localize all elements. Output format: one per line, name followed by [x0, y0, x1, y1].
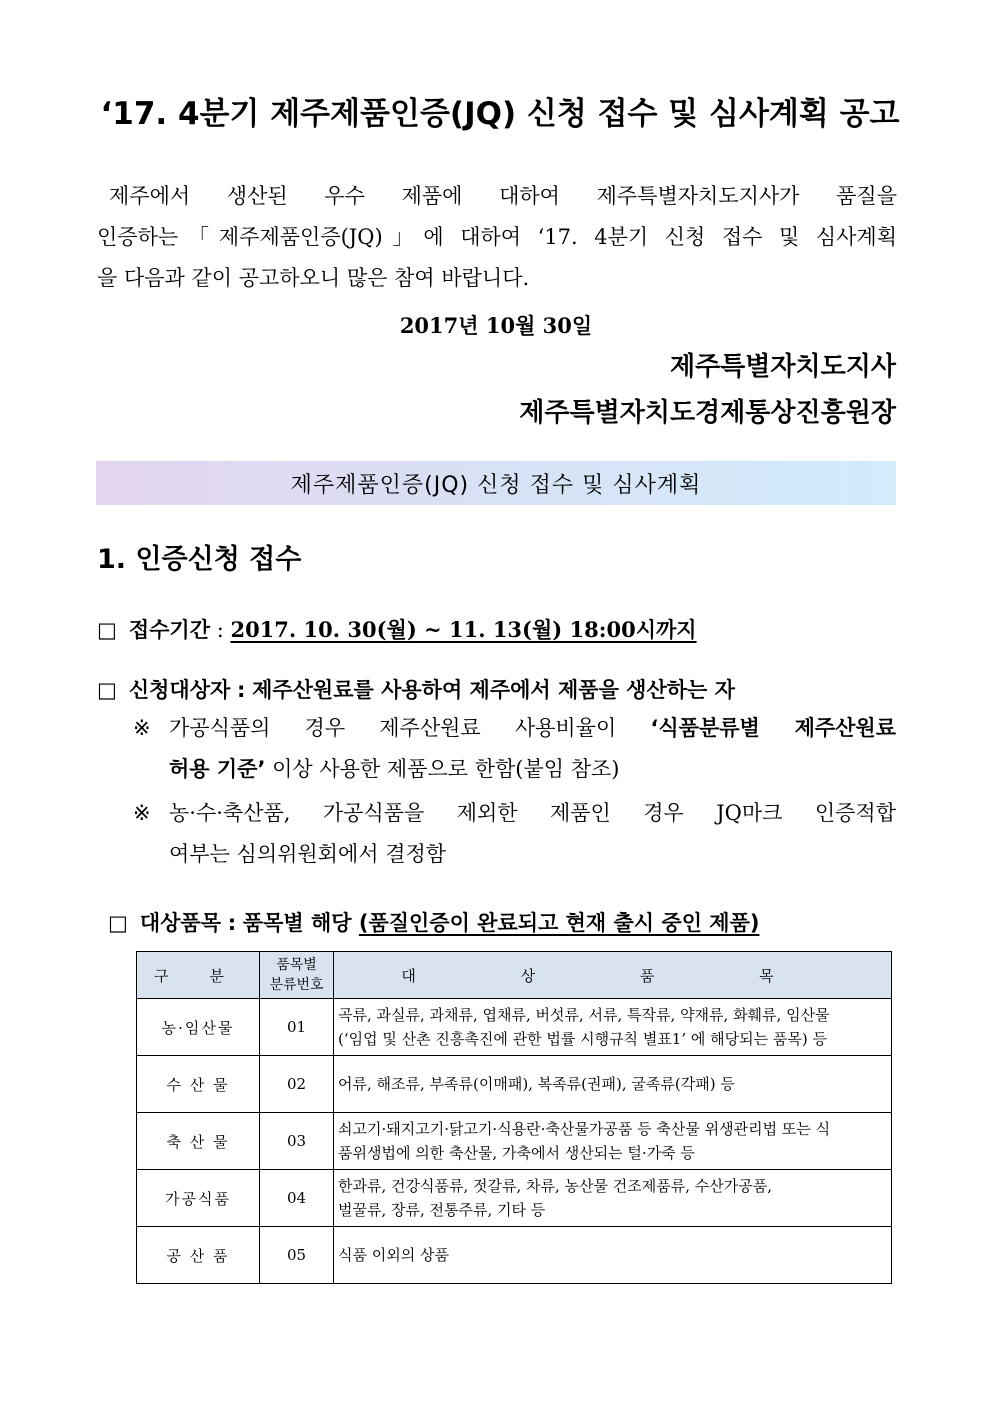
row-items: [334, 1056, 892, 1113]
row-category: 수 산 물: [137, 1056, 260, 1113]
row-items-line: 품위생법에 의한 축산물, 가축에서 생산되는 털·가죽 등: [338, 1144, 695, 1162]
note-text: 이상 사용한 제품으로 한함(붙임 참조): [265, 757, 620, 781]
row-code: 02: [260, 1056, 334, 1113]
note-text: 가공식품의 경우 제주산원료 사용비율이: [169, 716, 651, 740]
row-items: [334, 999, 892, 1056]
row-category: 공 산 품: [137, 1227, 260, 1284]
page-title: ‘17. 4분기 제주제품인증(JQ) 신청 접수 및 심사계획 공고: [100, 96, 900, 132]
note-other-products: [133, 793, 896, 875]
intro-line: 을 다음과 같이 공고하오니 많은 참여 바랍니다.: [97, 266, 530, 290]
note-emphasis: 허용 기준’: [169, 757, 266, 781]
period-label: 접수기간: [128, 618, 210, 642]
row-category: 축 산 물: [137, 1113, 260, 1170]
intro-line: 제주에서 생산된 우수 제품에 대하여 제주특별자치도지사가 품질을: [109, 184, 897, 208]
table-row: [137, 1056, 892, 1113]
table-row: [137, 1227, 892, 1284]
table-row: [137, 1170, 892, 1227]
row-items: [334, 1227, 892, 1284]
period-row: [97, 614, 697, 644]
row-items-line: 벌꿀류, 장류, 전통주류, 기타 등: [338, 1201, 546, 1219]
period-value: 2017. 10. 30(월) ~ 11. 13(월) 18:00시까지: [230, 617, 697, 642]
header-code-line: 분류번호: [269, 977, 324, 993]
row-category: 가공식품: [137, 1170, 260, 1227]
row-items-line: (‘임업 및 산촌 진흥촉진에 관한 법률 시행규칙 별표1’ 에 해당되는 품목) 등: [338, 1030, 827, 1048]
applicant-value: 제주산원료를 사용하여 제주에서 제품을 생산하는 자: [252, 678, 735, 702]
table-header-row: [137, 952, 892, 999]
header-category: 구 분: [137, 952, 260, 999]
intro-line: 인증하는「제주제품인증(JQ)」에 대하여 ‘17. 4분기 신청 접수 및 심사계획: [97, 225, 897, 249]
period-separator: :: [216, 618, 224, 642]
section-banner: 제주제품인증(JQ) 신청 접수 및 심사계획: [96, 461, 896, 505]
announcement-date: 2017년 10월 30일: [399, 313, 593, 338]
row-code: 01: [260, 999, 334, 1056]
row-items-line: 한과류, 건강식품류, 젓갈류, 차류, 농산물 건조제품류, 수산가공품,: [338, 1177, 772, 1195]
checkbox-square-icon: □: [97, 678, 117, 702]
header-code-line: 품목별: [276, 957, 317, 973]
row-category: 농·임산물: [137, 999, 260, 1056]
checkbox-square-icon: □: [97, 618, 117, 642]
row-code: 05: [260, 1227, 334, 1284]
items-row: [108, 907, 759, 937]
applicant-label: 신청대상자: [128, 678, 231, 702]
applicant-separator: :: [236, 678, 246, 702]
row-items-line: 곡류, 과실류, 과채류, 엽채류, 버섯류, 서류, 특작류, 약재류, 화훼류, 임산물: [338, 1006, 830, 1024]
items-separator: :: [227, 911, 237, 935]
row-items: [334, 1113, 892, 1170]
intro-paragraph: [97, 176, 897, 299]
note-emphasis: ‘식품분류별 제주산원료: [650, 716, 896, 740]
row-code: 03: [260, 1113, 334, 1170]
target-items-table: [136, 951, 892, 1284]
items-value-note: (품질인증이 완료되고 현재 출시 중인 제품): [358, 911, 760, 935]
row-items-line: 식품 이외의 상품: [338, 1246, 449, 1264]
header-items: 대 상 품 목: [334, 952, 892, 999]
reference-mark-icon: ※: [133, 801, 151, 825]
checkbox-square-icon: □: [108, 911, 128, 935]
header-code: [260, 952, 334, 999]
row-items-line: 어류, 해조류, 부족류(이매패), 복족류(권패), 굴족류(각패) 등: [338, 1075, 735, 1093]
table-row: [137, 999, 892, 1056]
applicant-row: [97, 674, 735, 704]
reference-mark-icon: ※: [133, 716, 151, 740]
row-items: [334, 1170, 892, 1227]
signatory-governor: 제주특별자치도지사: [669, 352, 896, 382]
note-text: 여부는 심의위원회에서 결정함: [169, 842, 447, 866]
items-value: 품목별 해당: [242, 911, 359, 935]
row-items-line: 쇠고기·돼지고기·닭고기·식용란·축산물가공품 등 축산물 위생관리법 또는 식: [338, 1120, 831, 1138]
note-processed-food: [133, 708, 896, 790]
note-text: 농·수·축산품, 가공식품을 제외한 제품인 경우 JQ마크 인증적합: [169, 801, 896, 825]
items-label: 대상품목: [139, 911, 221, 935]
section-heading: 1. 인증신청 접수: [97, 544, 302, 575]
row-code: 04: [260, 1170, 334, 1227]
table-row: [137, 1113, 892, 1170]
signatory-agency-head: 제주특별자치도경제통상진흥원장: [519, 398, 896, 428]
